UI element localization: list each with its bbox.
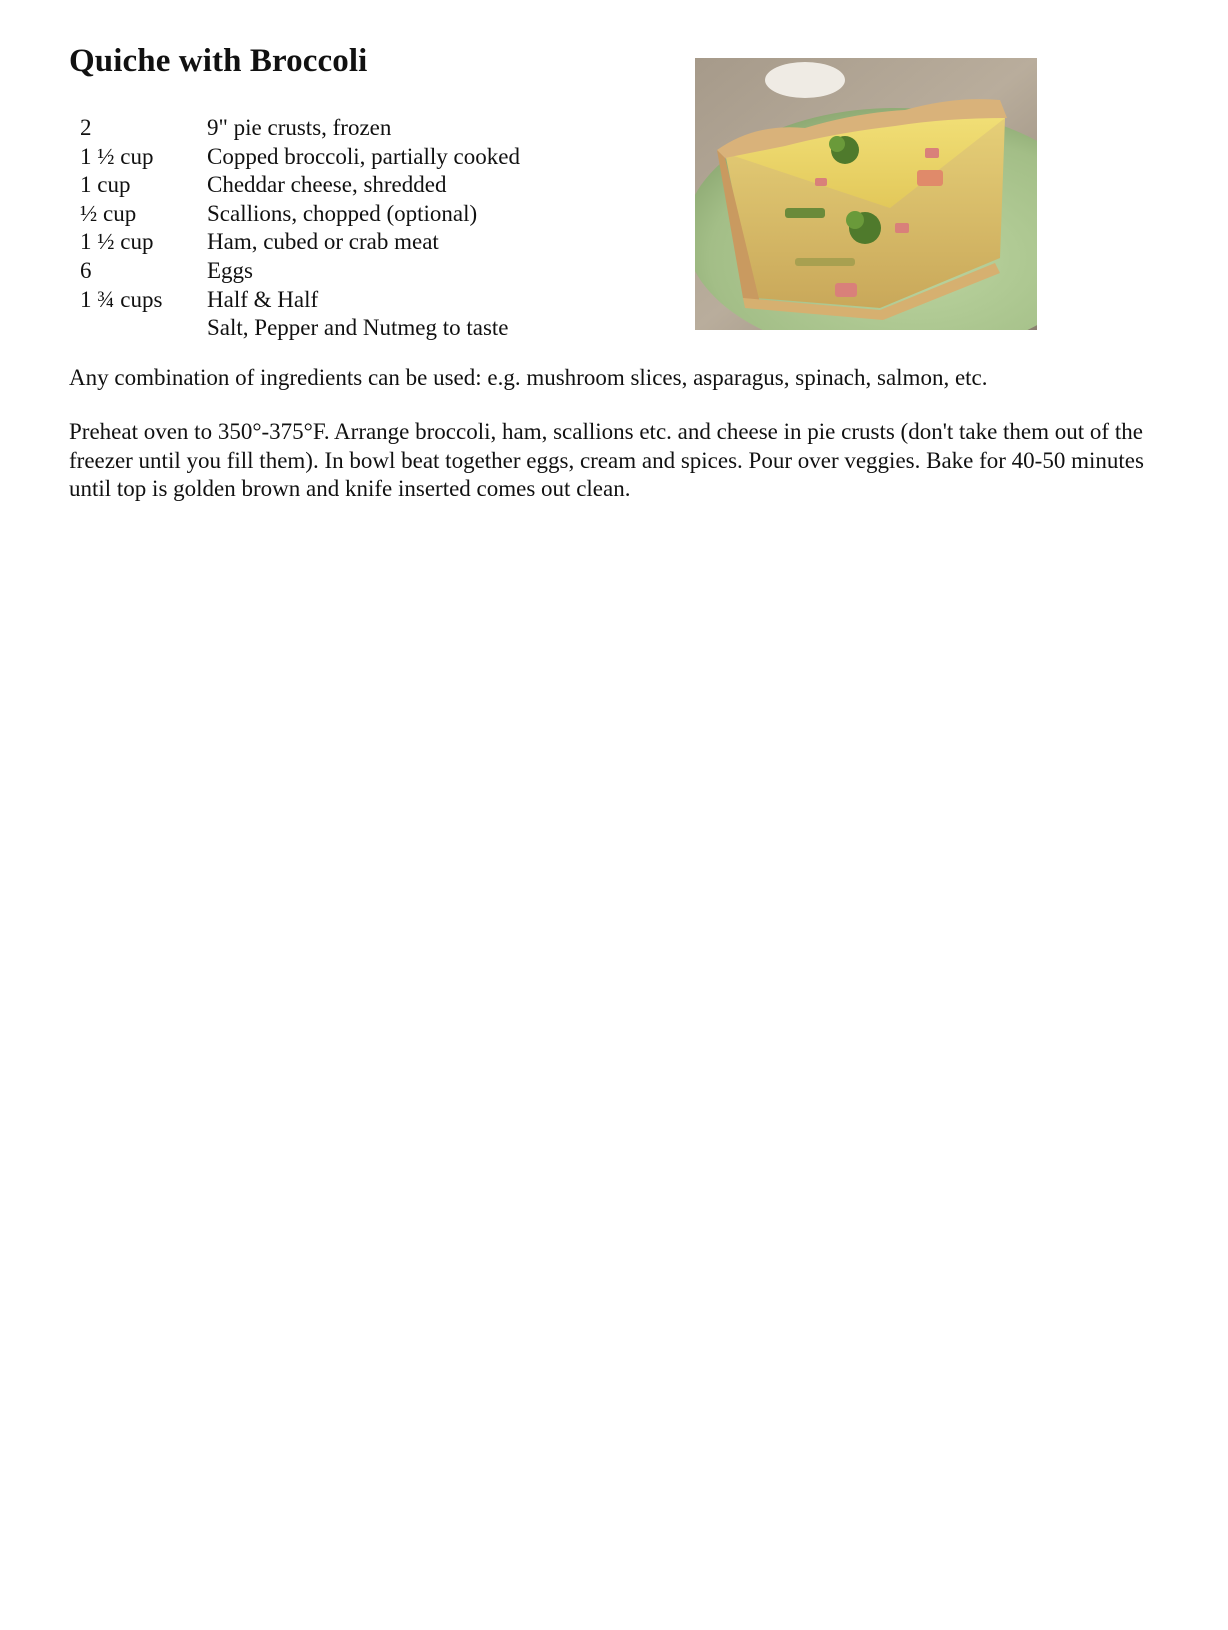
ingredient-row <box>80 286 600 315</box>
ingredient-name: Half & Half <box>207 286 319 312</box>
ingredient-row <box>80 171 600 200</box>
broccoli-piece <box>846 211 864 229</box>
ingredient-name: Eggs <box>207 257 253 283</box>
ingredient-list <box>80 114 600 343</box>
broccoli-layer <box>785 208 825 218</box>
ingredient-row <box>80 114 600 143</box>
ingredient-row <box>80 314 600 343</box>
ingredient-quantity: 2 <box>80 115 92 140</box>
quiche-photo <box>695 58 1037 330</box>
ham-piece <box>917 170 943 186</box>
ingredient-name: Salt, Pepper and Nutmeg to taste <box>207 315 509 341</box>
ingredient-quantity: 1 ¾ cups <box>80 286 163 312</box>
cheese-layer <box>795 258 855 266</box>
ingredient-quantity: 1 ½ cup <box>80 143 154 169</box>
ham-piece <box>815 178 827 186</box>
ham-piece <box>925 148 939 158</box>
ingredient-row <box>80 200 600 229</box>
variation-note: Any combination of ingredients can be used: e.g. mushroom slices, asparagus, spinach, salmon, etc. <box>69 365 988 390</box>
ham-piece <box>895 223 909 233</box>
napkin-shape <box>765 62 845 98</box>
ingredient-row <box>80 228 600 257</box>
ingredient-quantity <box>80 314 207 343</box>
ingredient-row <box>80 257 600 286</box>
ingredient-row <box>80 143 600 172</box>
ingredient-name: 9" pie crusts, frozen <box>207 115 392 140</box>
ingredient-name: Copped broccoli, partially cooked <box>207 143 520 169</box>
ingredient-name: Cheddar cheese, shredded <box>207 172 447 198</box>
ingredient-quantity: 6 <box>80 257 92 283</box>
quiche-illustration <box>695 58 1037 330</box>
ingredient-name: Ham, cubed or crab meat <box>207 229 439 255</box>
ingredient-quantity: ½ cup <box>80 200 137 226</box>
ham-piece <box>835 283 857 297</box>
ingredient-name: Scallions, chopped (optional) <box>207 200 478 226</box>
ingredient-quantity: 1 cup <box>80 172 131 198</box>
recipe-title: Quiche with Broccoli <box>69 43 368 79</box>
directions-paragraph: Preheat oven to 350°-375°F. Arrange broccoli, ham, scallions etc. and cheese in pie crusts (don't take them out of the freezer until you fill them). In bowl beat together eggs, cream and spices. Pour over veggies. Bake for 40-50 minutes until top is golden brown and knife inserted comes out clean. <box>69 419 1144 502</box>
broccoli-piece <box>829 136 845 152</box>
ingredient-quantity: 1 ½ cup <box>80 229 154 255</box>
